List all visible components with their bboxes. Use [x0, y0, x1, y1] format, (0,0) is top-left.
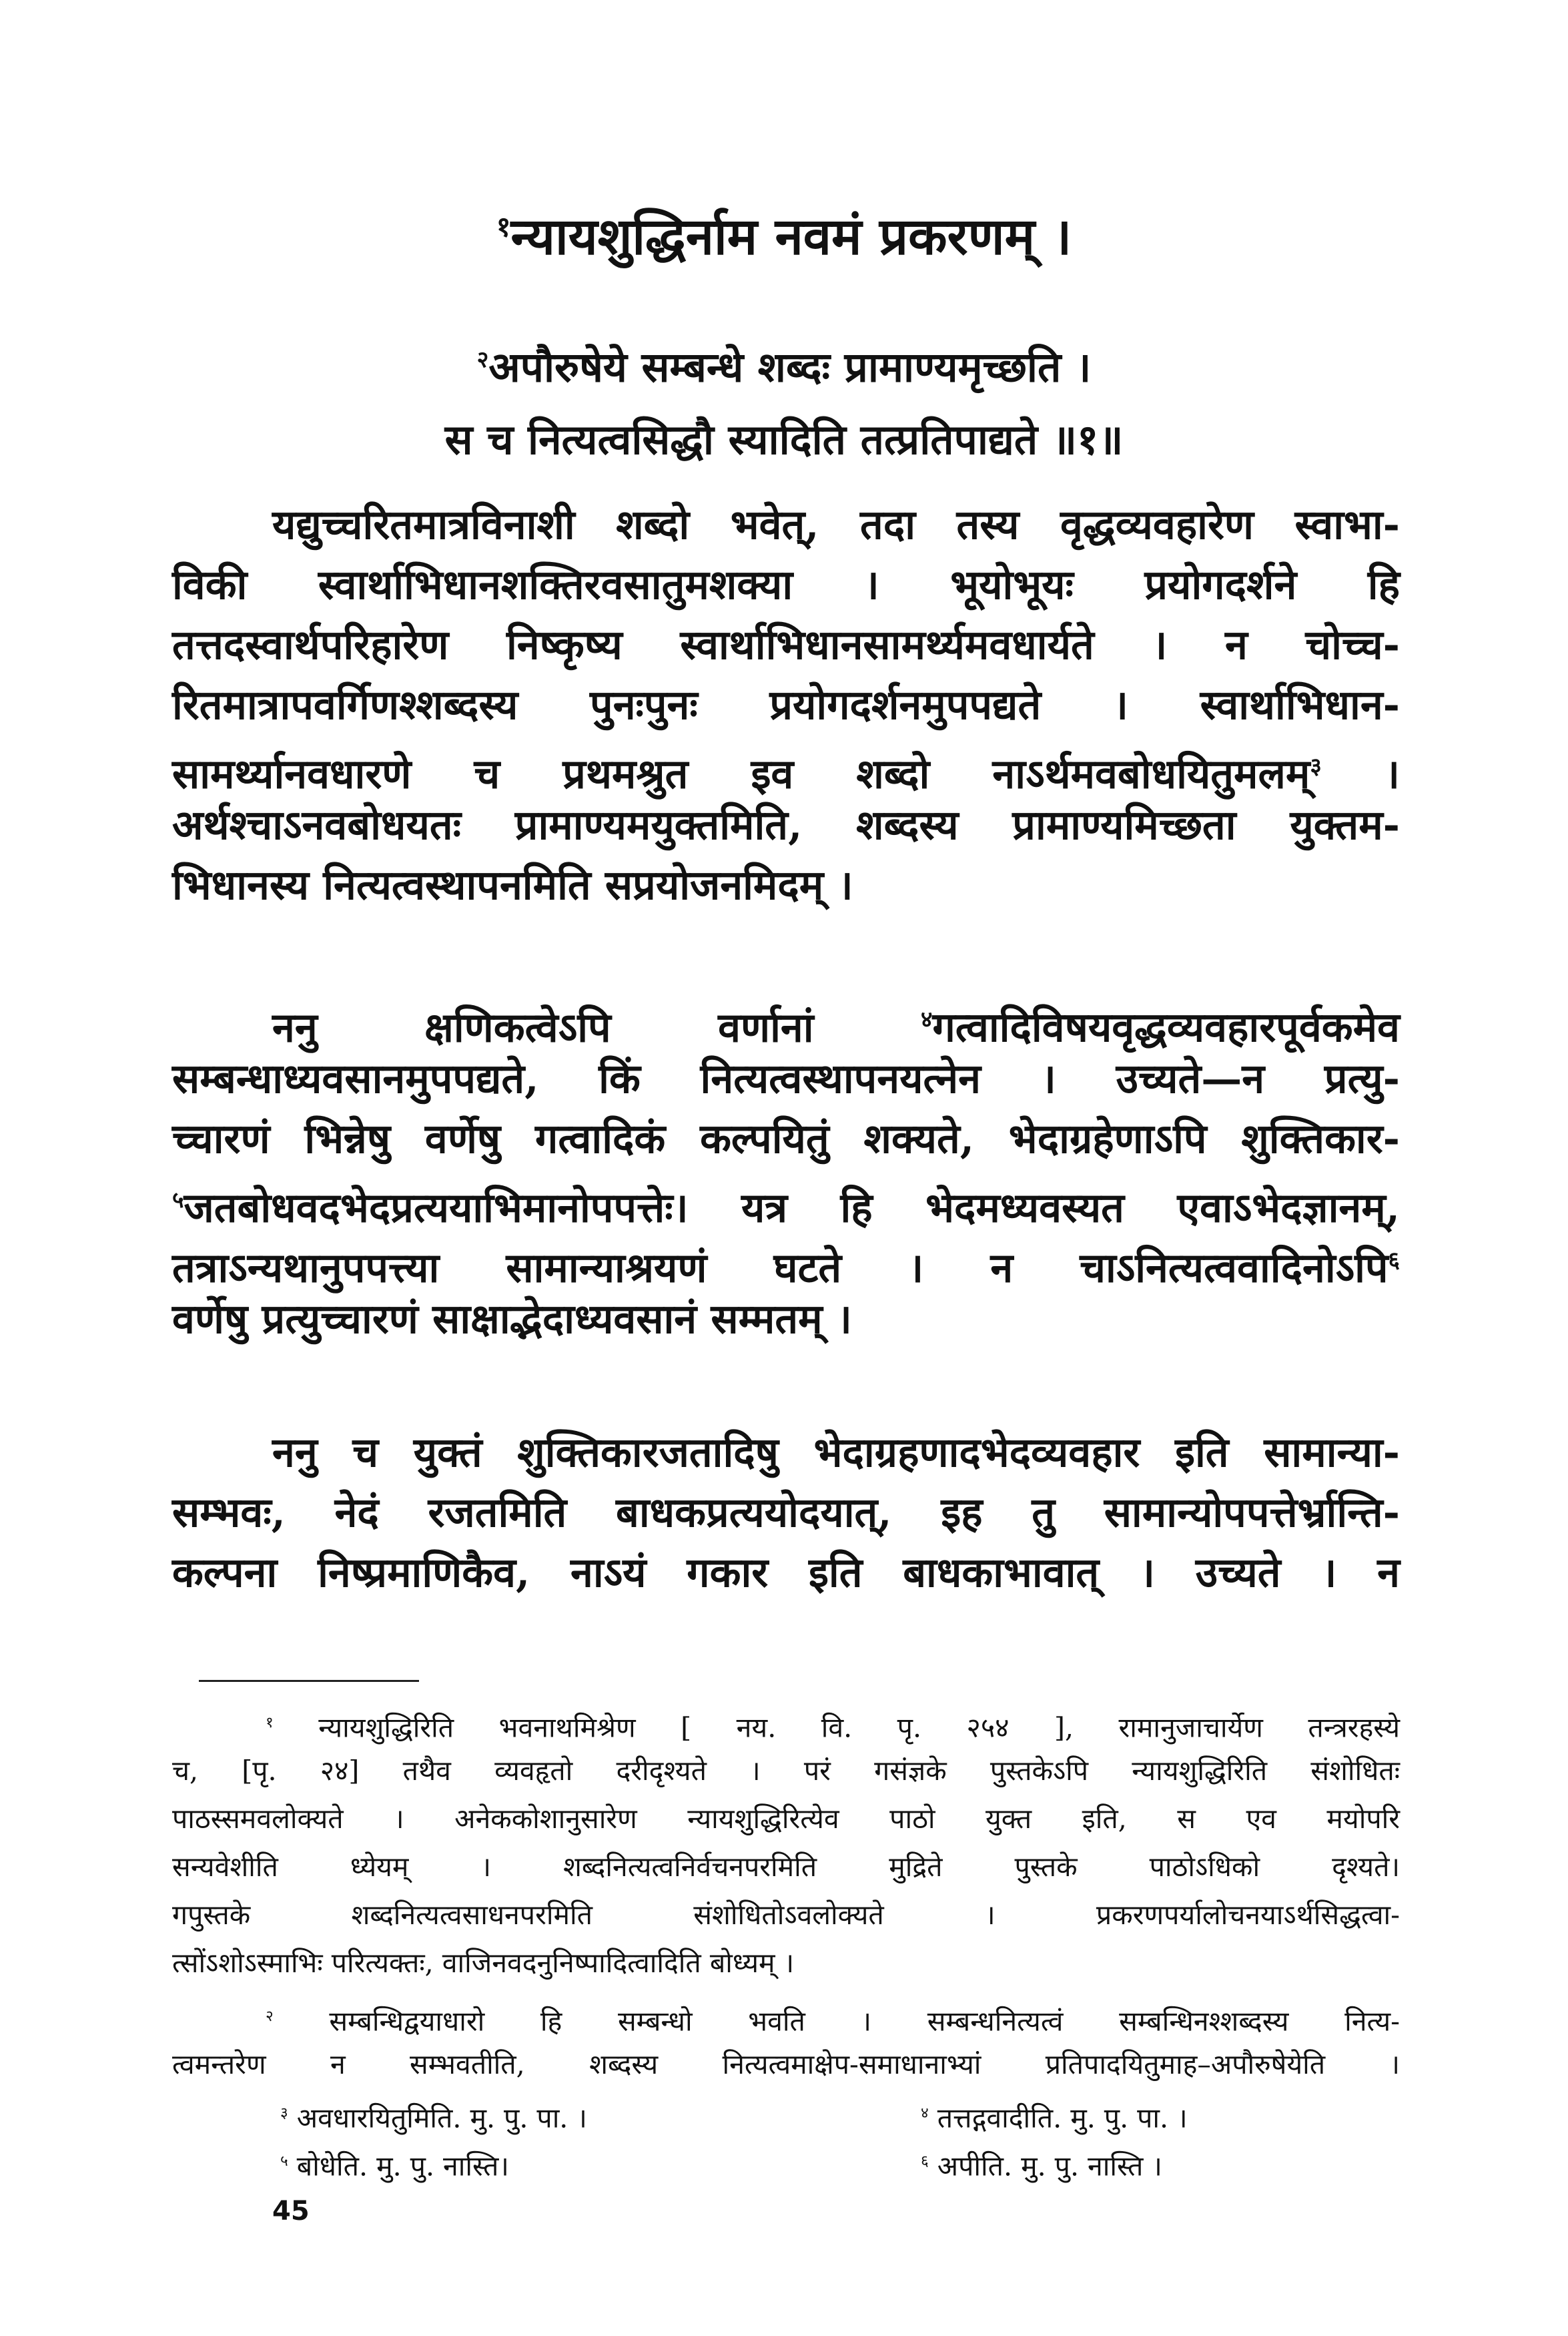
- text-line: रितमात्रापवर्गिणश्शब्दस्य पुनःपुनः प्रयोगदर्शनमुपपद्यते । स्वार्थाभिधान-: [172, 681, 1400, 729]
- footnote-marker: ४: [921, 2104, 929, 2122]
- footnote-line: च, [पृ. २४] तथैव व्यवहृतो दरीदृश्यते । परं गसंज्ञके पुस्तकेऽपि न्यायशुद्धिरिति संशोधितः: [172, 1755, 1400, 1787]
- footnote-marker: ३: [280, 2104, 288, 2122]
- footnote-5: $^५$ बोधेति. मु. पु. नास्ति।: [280, 2150, 509, 2182]
- text-line: सम्बन्धाध्यवसानमुपपद्यते, किं नित्यत्वस्थापनयत्नेन । उच्यते—न प्रत्यु-: [172, 1055, 1400, 1103]
- text-line: ननु क्षणिकत्वेऽपि वर्णानां $^४$गत्वादिविषयवृद्धव्यवहारपूर्वकमेव: [272, 1004, 1400, 1052]
- page-number: 45: [272, 2196, 310, 2227]
- text-line: तत्तदस्वार्थपरिहारेण निष्कृष्य स्वार्थाभिधानसामर्थ्यमवधार्यते । न चोच्च-: [172, 621, 1400, 669]
- footnote-marker: ३: [1310, 752, 1322, 779]
- text-line: सम्भवः, नेदं रजतमिति बाधकप्रत्ययोदयात्, इह तु सामान्योपपत्तेर्भ्रान्ति-: [172, 1489, 1400, 1536]
- text-line: भिधानस्य नित्यत्वस्थापनमिति सप्रयोजनमिदम् ।: [172, 862, 853, 909]
- text-line: यद्युच्चरितमात्रविनाशी शब्दो भवेत्, तदा तस्य वृद्धव्यवहारेण स्वाभा-: [272, 501, 1400, 549]
- footnote-line: सन्यवेशीति ध्येयम् । शब्दनित्यत्वनिर्वचनपरमिति मुद्रिते पुस्तके पाठोऽधिको दृश्यते।: [172, 1851, 1400, 1883]
- text-line: अर्थश्चाऽनवबोधयतः प्रामाण्यमयुक्तमिति, शब्दस्य प्रामाण्यमिच्छता युक्तम-: [172, 802, 1400, 849]
- text-line: ननु च युक्तं शुक्तिकारजतादिषु भेदाग्रहणादभेदव्यवहार इति सामान्या-: [272, 1429, 1400, 1476]
- paragraph-2: [172, 989, 1400, 1350]
- footnote-marker: ५: [280, 2152, 288, 2170]
- footnote-line: गपुस्तके शब्दनित्यत्वसाधनपरमिति संशोधितोऽवलोक्यते । प्रकरणपर्यालोचनयाऽर्थसिद्धत्वा-: [172, 1899, 1400, 1931]
- footnote-3: $^३$ अवधारयितुमिति. मु. पु. पा. ।: [280, 2102, 587, 2134]
- verse-line-2: स च नित्यत्वसिद्धौ स्यादिति तत्प्रतिपाद्यते ॥१॥: [444, 414, 1124, 464]
- footnote-separator: [199, 1680, 419, 1682]
- paragraph-3: [172, 1423, 1400, 1603]
- chapter-heading: [0, 194, 1568, 270]
- footnote-6: $^६$ अपीति. मु. पु. नास्ति ।: [921, 2150, 1162, 2182]
- footnote-marker: १: [266, 1714, 274, 1731]
- footnote-marker: २: [476, 346, 489, 373]
- footnote-line: $^२$ सम्बन्धिद्वयाधारो हि सम्बन्धो भवति । सम्बन्धनित्यत्वं सम्बन्धिनश्शब्दस्य नित्य-: [266, 2005, 1400, 2038]
- footnote-marker: ६: [1388, 1246, 1400, 1273]
- verse-block: [0, 324, 1568, 476]
- footnote-marker: ४: [921, 1006, 933, 1033]
- footnote-line: त्वमन्तरेण न सम्भवतीति, शब्दस्य नित्यत्वमाक्षेप-समाधानाभ्यां प्रतिपादयितुमाह–अपौरुषेयेति ।: [172, 2048, 1400, 2080]
- text-line: सामर्थ्यानवधारणे च प्रथमश्रुत इव शब्दो नाऽर्थमवबोधयितुमलम्$^३$ ।: [172, 750, 1400, 798]
- paragraph-1: [172, 495, 1400, 916]
- text-line: च्चारणं भिन्नेषु वर्णेषु गत्वादिकं कल्पयितुं शक्यते, भेदाग्रहेणाऽपि शुक्तिकार-: [172, 1115, 1400, 1163]
- footnote-4: $^४$ तत्तद्गवादीति. मु. पु. पा. ।: [921, 2102, 1188, 2134]
- footnote-marker: २: [266, 2008, 274, 2025]
- footnote-marker: ६: [921, 2152, 929, 2170]
- text-line: विकी स्वार्थाभिधानशक्तिरवसातुमशक्या । भूयोभूयः प्रयोगदर्शने हि: [172, 561, 1400, 609]
- footnote-marker: १: [496, 210, 511, 243]
- text-line: कल्पना निष्प्रमाणिकैव, नाऽयं गकार इति बाधकाभावात् । उच्यते । न: [172, 1549, 1400, 1596]
- text-line: वर्णेषु प्रत्युच्चारणं साक्षाद्भेदाध्यवसानं सम्मतम् ।: [172, 1295, 852, 1343]
- verse-line-1: $^२$अपौरुषेये सम्बन्धे शब्दः प्रामाण्यमृच्छति ।: [476, 342, 1092, 392]
- text-line: $^५$जतबोधवदभेदप्रत्ययाभिमानोपपत्तेः। यत्र हि भेदमध्यवस्यत एवाऽभेदज्ञानम्,: [172, 1184, 1400, 1232]
- footnote-marker: ५: [172, 1186, 184, 1213]
- footnote-line: पाठस्समवलोक्यते । अनेककोशानुसारेण न्यायशुद्धिरित्येव पाठो युक्त इति, स एव मयोपरि: [172, 1803, 1400, 1835]
- footnote-1: [172, 1699, 1400, 1987]
- footnote-line: त्सोंऽशोऽस्माभिः परित्यक्तः, वाजिनवदनुनिष्पादित्वादिति बोध्यम् ।: [172, 1947, 795, 1979]
- footnote-2: [172, 1992, 1400, 2088]
- chapter-title: न्यायशुद्धिर्नाम नवमं प्रकरणम् ।: [510, 206, 1072, 266]
- text-line: तत्राऽन्यथानुपपत्त्या सामान्याश्रयणं घटते । न चाऽनित्यत्ववादिनोऽपि$^६$: [172, 1244, 1400, 1292]
- footnote-line: $^१$ न्यायशुद्धिरिति भवनाथमिश्रेण [ नय. वि. पृ. २५४ ], रामानुजाचार्येण तन्त्ररहस्ये: [266, 1711, 1400, 1744]
